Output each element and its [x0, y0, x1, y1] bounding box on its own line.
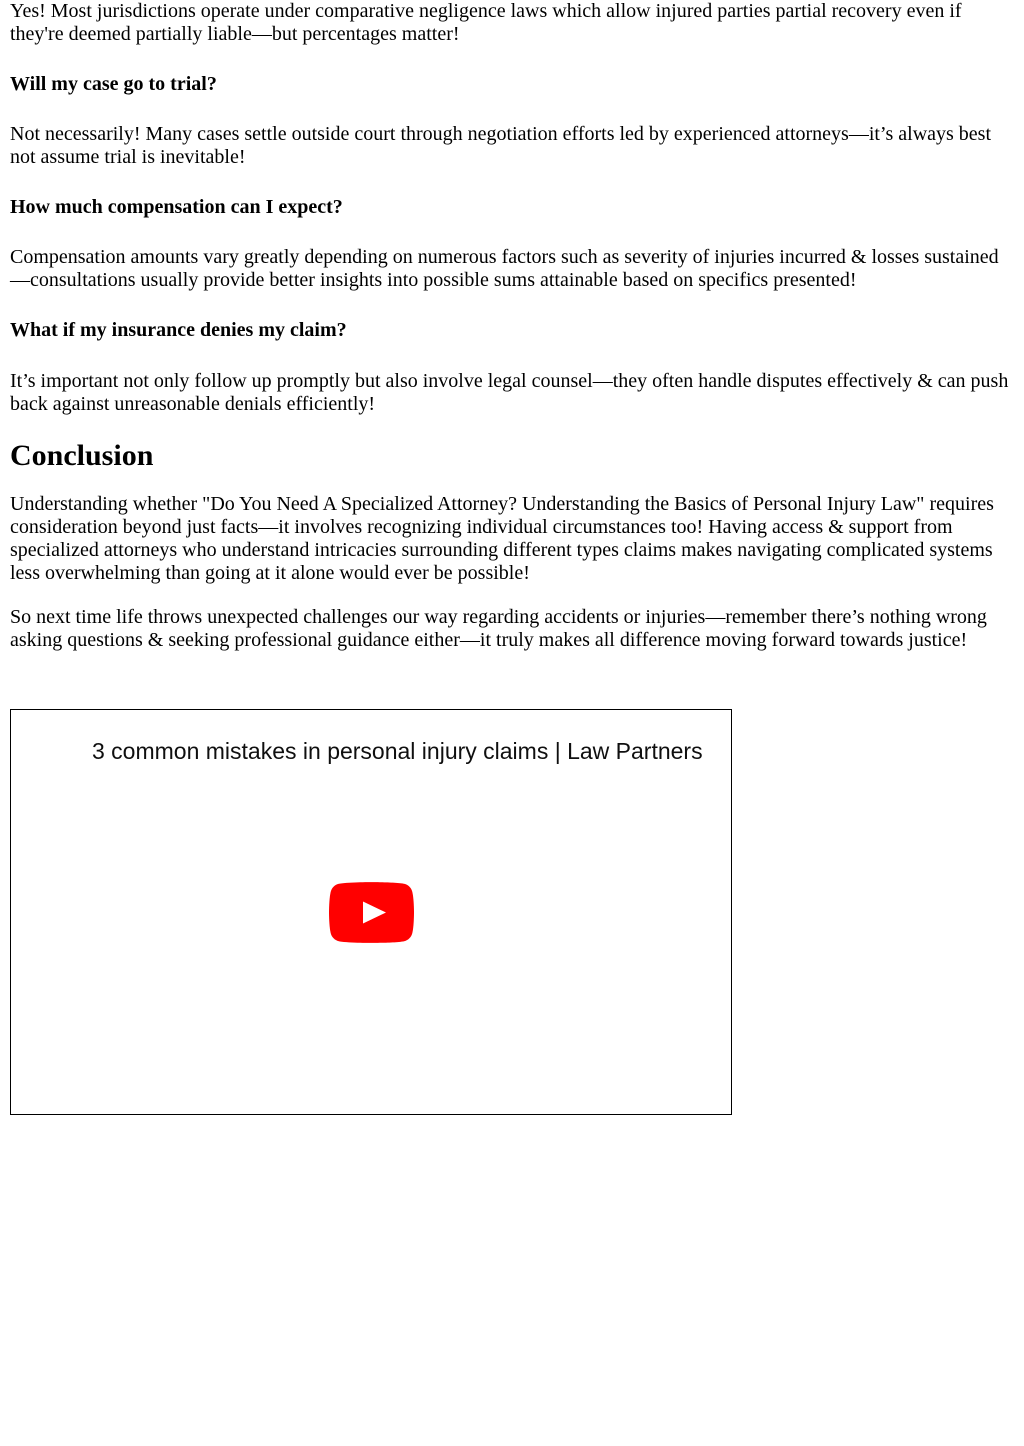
youtube-video-embed[interactable]	[10, 709, 732, 1115]
conclusion-heading: Conclusion	[10, 439, 154, 472]
faq-question-insurance-denial: What if my insurance denies my claim?	[10, 319, 347, 341]
article-body	[10, 0, 1014, 652]
faq-question-trial: Will my case go to trial?	[10, 73, 217, 95]
video-title[interactable]: 3 common mistakes in personal injury claims | Law Partners	[92, 738, 703, 764]
faq-question-compensation: How much compensation can I expect?	[10, 196, 343, 218]
faq-answer-trial: Not necessarily! Many cases settle outside court through negotiation efforts led by experienced attorneys—it’s always best not assume trial is inevitable!	[10, 123, 992, 168]
youtube-play-icon	[328, 882, 415, 943]
conclusion-paragraph-1: Understanding whether "Do You Need A Specialized Attorney? Understanding the Basics of Personal Injury Law" requires consideration beyond just facts—it involves recognizing individual circumstances too! Having access & support from specialized attorneys who understand intricacies surrounding different types claims makes navigating complicated systems less overwhelming than going at it alone would ever be possible!	[10, 493, 994, 584]
conclusion-paragraph-2: So next time life throws unexpected challenges our way regarding accidents or injuries—remember there’s nothing wrong asking questions & seeking professional guidance either—it truly makes all difference moving forward towards justice!	[10, 606, 987, 651]
faq-answer-insurance-denial: It’s important not only follow up promptly but also involve legal counsel—they often handle disputes effectively & can push back against unreasonable denials efficiently!	[10, 370, 1009, 415]
faq-answer-compensation: Compensation amounts vary greatly depending on numerous factors such as severity of injuries incurred & losses sustained—consultations usually provide better insights into possible sums attainable based on specifics presented!	[10, 246, 999, 291]
faq-answer-partial-liability: Yes! Most jurisdictions operate under comparative negligence laws which allow injured parties partial recovery even if they're deemed partially liable—but percentages matter!	[10, 0, 962, 45]
play-button[interactable]	[328, 882, 415, 943]
